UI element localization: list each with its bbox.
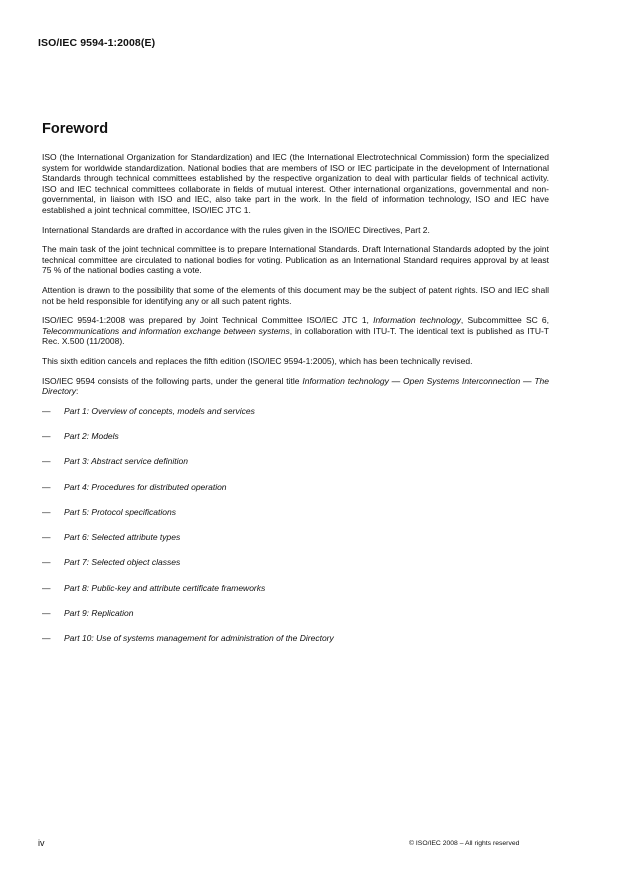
foreword-body — [42, 152, 549, 659]
dash-bullet: — — [42, 405, 51, 416]
text-segment: ISO/IEC 9594-1:2008 was prepared by Joint Technical Committee ISO/IEC JTC 1, — [42, 315, 374, 326]
part-title: Part 5: Protocol specifications — [64, 506, 176, 517]
part-title: Part 4: Procedures for distributed operation — [64, 481, 227, 492]
part-title: Part 2: Models — [64, 430, 119, 441]
dash-bullet: — — [42, 608, 51, 619]
page-number: iv — [38, 838, 45, 848]
dash-bullet: — — [42, 506, 51, 517]
part-title: Part 9: Replication — [64, 608, 134, 619]
part-title: Part 7: Selected object classes — [64, 557, 181, 568]
list-item — [42, 608, 549, 633]
list-item — [42, 456, 549, 481]
text-segment: : — [76, 386, 79, 397]
paragraph-patent-rights: Attention is drawn to the possibility that some of the elements of this document may be the subject of patent rights. ISO and IEC shall not be held responsible for identifying any or all such patent rights. — [42, 284, 549, 306]
dash-bullet: — — [42, 430, 51, 441]
list-item — [42, 557, 549, 582]
list-item — [42, 406, 549, 431]
dash-bullet: — — [42, 532, 51, 543]
part-title: Part 10: Use of systems management for administration of the Directory — [64, 633, 334, 644]
document-reference: ISO/IEC 9594-1:2008(E) — [38, 37, 156, 49]
paragraph-preparation — [42, 315, 549, 347]
list-item — [42, 532, 549, 557]
part-title: Part 6: Selected attribute types — [64, 532, 181, 543]
dash-bullet: — — [42, 557, 51, 568]
list-item — [42, 583, 549, 608]
dash-bullet: — — [42, 633, 51, 644]
part-title: Part 1: Overview of concepts, models and services — [64, 405, 255, 416]
paragraph-directives: International Standards are drafted in accordance with the rules given in the ISO/IEC Directives, Part 2. — [42, 224, 430, 235]
page-title: Foreword — [42, 121, 109, 137]
paragraph-iso-iec-intro: ISO (the International Organization for Standardization) and IEC (the International Electrotechnical Commission) form the specialized system for worldwide standardization. National bodies that are members of ISO or IEC participate in the development of International Standards through technical committees established by the respective organization to deal with particular fields of technical activity. ISO and IEC technical committees collaborate in fields of mutual interest. Other international organizations, governmental and non-governmental, in liaison with ISO and IEC, also take part in the work. In the field of information technology, ISO and IEC have established a joint technical committee, ISO/IEC JTC 1. — [42, 152, 549, 215]
part-title: Part 3: Abstract service definition — [64, 456, 188, 467]
italic-title: Telecommunications and information exchange between systems — [42, 325, 290, 336]
dash-bullet: — — [42, 481, 51, 492]
parts-list — [42, 406, 549, 659]
dash-bullet: — — [42, 582, 51, 593]
italic-title: Information technology — [373, 315, 461, 326]
list-item — [42, 431, 549, 456]
copyright-notice: © ISO/IEC 2008 – All rights reserved — [409, 840, 520, 847]
paragraph-edition: This sixth edition cancels and replaces the fifth edition (ISO/IEC 9594-1:2005), which has been technically revised. — [42, 355, 473, 366]
list-item — [42, 633, 549, 658]
text-segment: , Subcommittee SC 6, — [460, 315, 550, 326]
list-item — [42, 507, 549, 532]
list-item — [42, 482, 549, 507]
text-segment: ISO/IEC 9594 consists of the following parts, under the general title — [42, 375, 303, 386]
paragraph-committee-task: The main task of the joint technical committee is to prepare International Standards. Draft International Standards adopted by the joint technical committee are circulated to national bodies for voting. Publication as an International Standard requires approval by at least 75 % of the national bodies casting a vote. — [42, 244, 549, 276]
part-title: Part 8: Public-key and attribute certificate frameworks — [64, 582, 266, 593]
italic-title: Information technology — Open Systems Interconnection — The Directory — [42, 375, 549, 397]
paragraph-parts-intro — [42, 376, 549, 397]
dash-bullet: — — [42, 456, 51, 467]
text-segment: , in collaboration with ITU-T. The identical text is published as ITU-T Rec. X.500 (11/2008). — [42, 325, 549, 347]
